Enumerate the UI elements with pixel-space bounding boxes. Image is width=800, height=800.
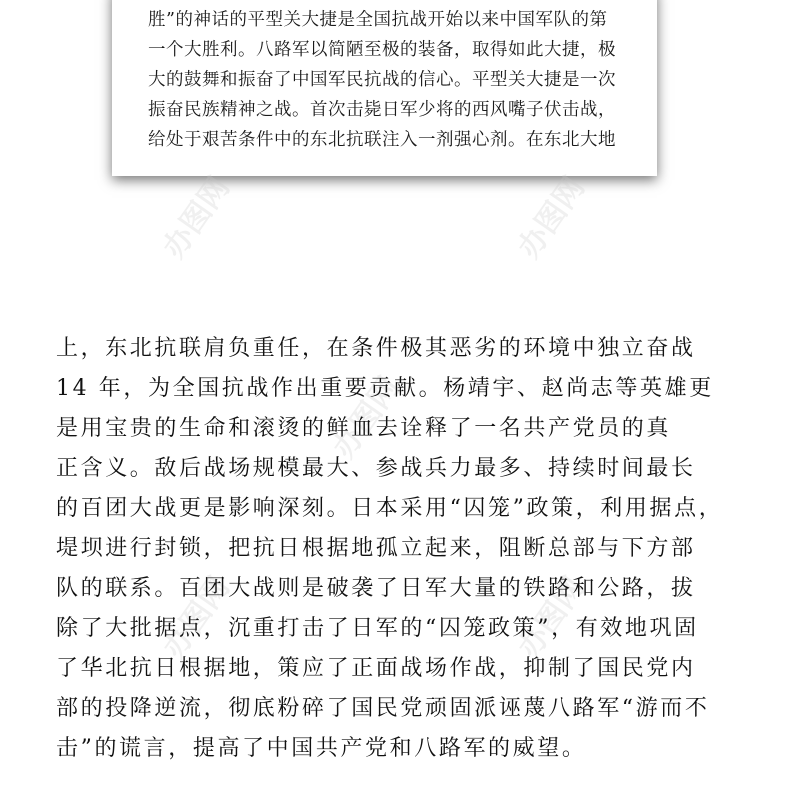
card-line: 胜”的神话的平型关大捷是全国抗战开始以来中国军队的第 <box>148 10 608 30</box>
body-line: 除了大批据点，沉重打击了日军的“囚笼政策”，有效地巩固 <box>56 616 699 641</box>
quote-card <box>112 0 657 176</box>
watermark: 办图网 <box>511 170 592 265</box>
body-line: 的百团大战更是影响深刻。日本采用“囚笼”政策，利用据点， <box>56 496 724 521</box>
body-line: 了华北抗日根据地，策应了正面战场作战，抑制了国民党内 <box>56 656 696 681</box>
body-line: 正含义。敌后战场规模最大、参战兵力最多、持续时间最长 <box>56 456 696 481</box>
body-line: 队的联系。百团大战则是破袭了日军大量的铁路和公路，拔 <box>56 576 696 601</box>
body-line: 部的投降逆流，彻底粉碎了国民党顽固派诬蔑八路军“游而不 <box>56 696 710 721</box>
watermark: 办图网 <box>511 570 592 665</box>
card-line: 一个大胜利。八路军以简陋至极的装备，取得如此大捷，极 <box>148 40 616 60</box>
body-line: 击”的谎言，提高了中国共产党和八路军的威望。 <box>56 736 587 761</box>
card-line: 大的鼓舞和振奋了中国军民抗战的信心。平型关大捷是一次 <box>148 70 616 90</box>
watermark: 办图网 <box>326 370 407 465</box>
watermark: 办图网 <box>156 570 237 665</box>
body-line: 上，东北抗联肩负重任，在条件极其恶劣的环境中独立奋战 <box>56 336 696 361</box>
watermark: 办图网 <box>156 170 237 265</box>
body-line: 堤坝进行封锁，把抗日根据地孤立起来，阻断总部与下方部 <box>56 536 696 561</box>
body-line: 是用宝贵的生命和滚烫的鲜血去诠释了一名共产党员的真 <box>56 416 672 441</box>
card-line: 给处于艰苦条件中的东北抗联注入一剂强心剂。在东北大地 <box>148 130 616 150</box>
body-line: 14 年，为全国抗战作出重要贡献。杨靖宇、赵尚志等英雄更 <box>56 376 714 401</box>
card-line: 振奋民族精神之战。首次击毙日军少将的西风嘴子伏击战， <box>148 100 616 120</box>
